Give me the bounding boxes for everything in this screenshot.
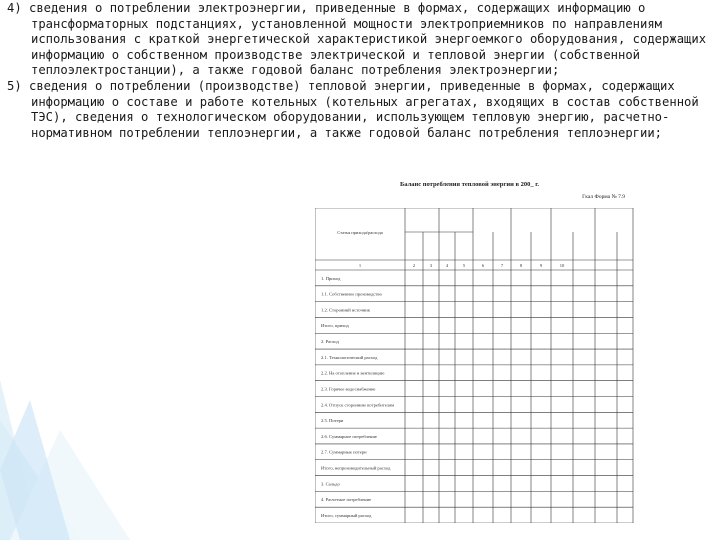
table-row-label: 4. Расчетное потребление: [321, 497, 372, 503]
table-column-number: 10: [559, 263, 565, 268]
list-item-4: 4) сведения о потреблении электроэнергии, приведенные в формах, содержащих информацию о трансформаторных подстанциях, установленной мощности электроприемников по направлениям использования с краткой энергетической характеристикой энергоемкого оборудования, содержащих информацию о собственном производстве электрической и тепловой энергии (собственной теплоэлектростанции), а также годовой баланс потребления электроэнергии;: [7, 1, 707, 78]
table-row-label: Итого, приход: [321, 323, 349, 329]
table-row-label: 3. Сальдо: [321, 481, 340, 487]
table-column-number: 9: [539, 263, 543, 268]
table-column-number: 1: [358, 263, 362, 268]
form-title: Баланс потребления тепловой энергии в 200_ г.: [400, 181, 540, 188]
table-row-label: 2.3. Горячее водоснабжение: [321, 386, 376, 392]
table-header-cell: Статья прихода/расхода: [337, 230, 383, 235]
table-row-label: 2.6. Суммарное потребление: [321, 433, 377, 439]
body-text: [3, 1, 719, 141]
balance-table: [315, 208, 635, 523]
table-row-label: 2.7. Суммарные потери: [321, 449, 367, 455]
table-row-label: Итого, суммарный расход: [321, 512, 372, 518]
table-column-number: 4: [445, 263, 449, 268]
table-row-label: 1.2. Сторонний источник: [321, 307, 370, 313]
table-row-label: 2. Расход: [321, 339, 339, 345]
table-row-label: 2.4. Отпуск сторонним потребителям: [321, 402, 395, 408]
table-row-label: 2.1. Технологический расход: [321, 354, 378, 360]
table-row-label: 2.2. На отопление и вентиляцию: [321, 370, 385, 376]
table-column-number: 5: [462, 263, 466, 268]
table-column-number: 2: [412, 263, 416, 268]
table-column-number: 3: [429, 263, 433, 268]
table-column-number: 6: [481, 263, 485, 268]
table-column-number: 7: [500, 263, 504, 268]
list-item-5: 5) сведения о потреблении (производстве) тепловой энергии, приведенные в формах, содержащих информацию о составе и работе котельных (котельных агрегатах, входящих в состав собственной ТЭС), сведения о технологическом оборудовании, использующем тепловую энергию, расчетно-нормативном потреблении теплоэнергии, а также годовой баланс потребления теплоэнергии;: [7, 78, 699, 140]
table-row-label: 1.1. Собственное производство: [321, 291, 382, 297]
table-row-label: Итого, непроизводительный расход: [321, 465, 391, 471]
table-column-number: 8: [519, 263, 523, 268]
form-number: Гкал Форма № 7.9: [582, 194, 625, 200]
table-row-label: 2.5. Потери: [321, 418, 344, 424]
table-row-label: 1. Приход: [321, 275, 341, 281]
embedded-form-image: [310, 178, 635, 523]
